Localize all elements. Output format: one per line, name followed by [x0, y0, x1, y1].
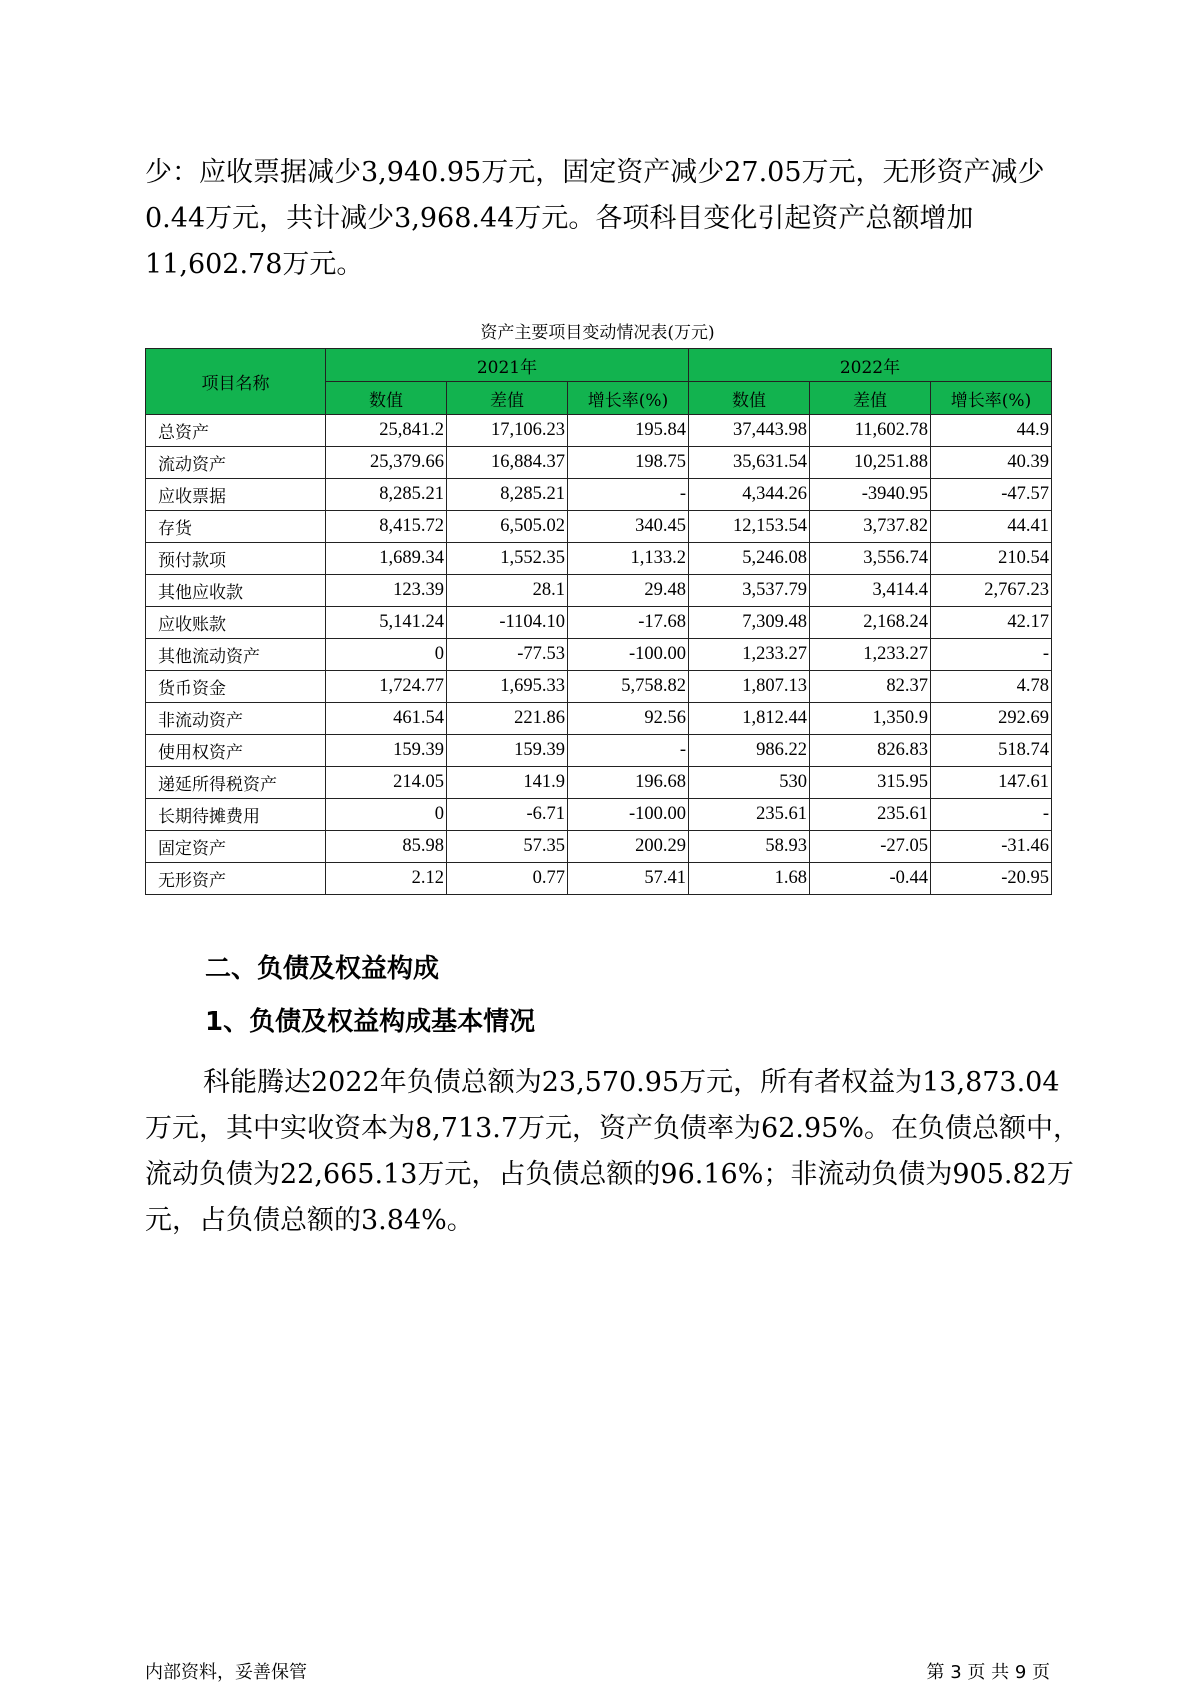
asset-change-table: [145, 348, 1052, 895]
row-item-name: 非流动资产: [146, 703, 326, 735]
cell-diff-2021: 6,505.02: [447, 511, 568, 543]
row-item-name: 应收账款: [146, 607, 326, 639]
table-row: [146, 575, 1052, 607]
cell-diff-2021: 8,285.21: [447, 479, 568, 511]
cell-value-2021: 25,841.2: [326, 415, 447, 447]
cell-value-2022: 235.61: [689, 799, 810, 831]
table-row: [146, 607, 1052, 639]
intro-line-2: 0.44万元，共计减少3,968.44万元。各项科目变化引起资产总额增加: [145, 203, 974, 234]
liability-line-1: 科能腾达2022年负债总额为23,570.95万元，所有者权益为13,873.04: [203, 1067, 1060, 1098]
intro-line-1: 少：应收票据减少3,940.95万元，固定资产减少27.05万元，无形资产减少: [145, 157, 1045, 188]
liability-line-2: 万元，其中实收资本为8,713.7万元，资产负债率为62.95%。在负债总额中，: [145, 1113, 1081, 1144]
cell-diff-2022: 3,737.82: [810, 511, 931, 543]
cell-diff-2022: 3,556.74: [810, 543, 931, 575]
cell-diff-2021: -77.53: [447, 639, 568, 671]
cell-diff-2022: 10,251.88: [810, 447, 931, 479]
cell-value-2021: 1,689.34: [326, 543, 447, 575]
cell-diff-2022: 2,168.24: [810, 607, 931, 639]
table-caption: 资产主要项目变动情况表(万元): [480, 323, 715, 343]
cell-growth-2021: -100.00: [568, 639, 689, 671]
cell-value-2021: 159.39: [326, 735, 447, 767]
cell-value-2021: 0: [326, 799, 447, 831]
cell-diff-2021: 159.39: [447, 735, 568, 767]
cell-diff-2022: 315.95: [810, 767, 931, 799]
cell-growth-2022: -31.46: [931, 831, 1052, 863]
liability-line-4: 元，占负债总额的3.84%。: [145, 1205, 474, 1236]
cell-diff-2022: 82.37: [810, 671, 931, 703]
cell-value-2022: 12,153.54: [689, 511, 810, 543]
cell-growth-2022: 44.9: [931, 415, 1052, 447]
cell-value-2021: 0: [326, 639, 447, 671]
header-growth-2022: 增长率(%): [931, 382, 1052, 415]
intro-line-3: 11,602.78万元。: [145, 249, 364, 280]
table-row: [146, 479, 1052, 511]
cell-value-2021: 25,379.66: [326, 447, 447, 479]
cell-growth-2021: -: [568, 735, 689, 767]
header-value-2021: 数值: [326, 382, 447, 415]
header-year-2021: 2021年: [326, 349, 689, 382]
table-row: [146, 831, 1052, 863]
cell-value-2022: 35,631.54: [689, 447, 810, 479]
cell-growth-2021: 5,758.82: [568, 671, 689, 703]
cell-diff-2021: 0.77: [447, 863, 568, 895]
cell-growth-2022: -47.57: [931, 479, 1052, 511]
liability-line-3: 流动负债为22,665.13万元，占负债总额的96.16%；非流动负债为905.82万: [145, 1159, 1074, 1190]
intro-paragraph: [145, 150, 1050, 288]
cell-value-2021: 123.39: [326, 575, 447, 607]
section-heading: 二、负债及权益构成: [205, 954, 440, 984]
cell-diff-2021: 221.86: [447, 703, 568, 735]
cell-value-2022: 530: [689, 767, 810, 799]
cell-diff-2021: 1,552.35: [447, 543, 568, 575]
header-year-2022: 2022年: [689, 349, 1052, 382]
subsection-heading: 1、负债及权益构成基本情况: [205, 1007, 536, 1037]
cell-growth-2021: 198.75: [568, 447, 689, 479]
cell-value-2022: 4,344.26: [689, 479, 810, 511]
cell-growth-2022: -: [931, 799, 1052, 831]
table-row: [146, 703, 1052, 735]
cell-growth-2022: 147.61: [931, 767, 1052, 799]
row-item-name: 无形资产: [146, 863, 326, 895]
cell-growth-2022: 210.54: [931, 543, 1052, 575]
cell-diff-2022: 235.61: [810, 799, 931, 831]
cell-diff-2021: 28.1: [447, 575, 568, 607]
cell-diff-2022: 826.83: [810, 735, 931, 767]
cell-diff-2021: 57.35: [447, 831, 568, 863]
cell-growth-2021: 1,133.2: [568, 543, 689, 575]
cell-value-2021: 8,415.72: [326, 511, 447, 543]
table-row: [146, 639, 1052, 671]
cell-value-2021: 85.98: [326, 831, 447, 863]
cell-value-2022: 58.93: [689, 831, 810, 863]
cell-growth-2021: 92.56: [568, 703, 689, 735]
cell-diff-2021: 1,695.33: [447, 671, 568, 703]
row-item-name: 使用权资产: [146, 735, 326, 767]
cell-value-2022: 1,812.44: [689, 703, 810, 735]
cell-growth-2021: 340.45: [568, 511, 689, 543]
cell-value-2021: 461.54: [326, 703, 447, 735]
table-row: [146, 863, 1052, 895]
row-item-name: 应收票据: [146, 479, 326, 511]
header-value-2022: 数值: [689, 382, 810, 415]
cell-value-2021: 8,285.21: [326, 479, 447, 511]
row-item-name: 预付款项: [146, 543, 326, 575]
cell-growth-2022: 518.74: [931, 735, 1052, 767]
cell-diff-2021: 141.9: [447, 767, 568, 799]
cell-diff-2021: -1104.10: [447, 607, 568, 639]
liability-paragraph: [145, 1060, 1081, 1244]
cell-diff-2022: -3940.95: [810, 479, 931, 511]
cell-growth-2022: 40.39: [931, 447, 1052, 479]
table-body: [146, 415, 1052, 895]
header-growth-2021: 增长率(%): [568, 382, 689, 415]
row-item-name: 其他流动资产: [146, 639, 326, 671]
cell-diff-2022: 11,602.78: [810, 415, 931, 447]
cell-value-2022: 1,233.27: [689, 639, 810, 671]
table-row: [146, 767, 1052, 799]
row-item-name: 存货: [146, 511, 326, 543]
cell-growth-2021: 57.41: [568, 863, 689, 895]
cell-growth-2021: -17.68: [568, 607, 689, 639]
cell-growth-2021: 200.29: [568, 831, 689, 863]
cell-diff-2021: 16,884.37: [447, 447, 568, 479]
cell-growth-2022: 2,767.23: [931, 575, 1052, 607]
row-item-name: 其他应收款: [146, 575, 326, 607]
cell-value-2021: 214.05: [326, 767, 447, 799]
cell-value-2022: 986.22: [689, 735, 810, 767]
header-diff-2022: 差值: [810, 382, 931, 415]
cell-growth-2022: -20.95: [931, 863, 1052, 895]
cell-growth-2021: -100.00: [568, 799, 689, 831]
cell-growth-2022: -: [931, 639, 1052, 671]
cell-diff-2022: -0.44: [810, 863, 931, 895]
cell-value-2022: 3,537.79: [689, 575, 810, 607]
footer-confidential-note: 内部资料，妥善保管: [145, 1662, 307, 1683]
cell-value-2022: 7,309.48: [689, 607, 810, 639]
cell-growth-2021: 195.84: [568, 415, 689, 447]
cell-value-2022: 37,443.98: [689, 415, 810, 447]
table-row: [146, 415, 1052, 447]
cell-diff-2022: 1,233.27: [810, 639, 931, 671]
table-row: [146, 543, 1052, 575]
cell-growth-2022: 4.78: [931, 671, 1052, 703]
cell-growth-2021: 196.68: [568, 767, 689, 799]
row-item-name: 长期待摊费用: [146, 799, 326, 831]
table-row: [146, 447, 1052, 479]
cell-value-2021: 1,724.77: [326, 671, 447, 703]
row-item-name: 递延所得税资产: [146, 767, 326, 799]
row-item-name: 总资产: [146, 415, 326, 447]
cell-diff-2022: 1,350.9: [810, 703, 931, 735]
table-row: [146, 671, 1052, 703]
cell-diff-2022: 3,414.4: [810, 575, 931, 607]
table-row: [146, 735, 1052, 767]
header-item-name: 项目名称: [146, 349, 326, 415]
cell-diff-2021: -6.71: [447, 799, 568, 831]
cell-growth-2021: 29.48: [568, 575, 689, 607]
cell-growth-2022: 44.41: [931, 511, 1052, 543]
row-item-name: 流动资产: [146, 447, 326, 479]
table-row: [146, 799, 1052, 831]
cell-value-2021: 2.12: [326, 863, 447, 895]
cell-value-2022: 1,807.13: [689, 671, 810, 703]
header-diff-2021: 差值: [447, 382, 568, 415]
row-item-name: 固定资产: [146, 831, 326, 863]
cell-value-2022: 1.68: [689, 863, 810, 895]
row-item-name: 货币资金: [146, 671, 326, 703]
cell-value-2021: 5,141.24: [326, 607, 447, 639]
footer-page-number: 第 3 页 共 9 页: [926, 1662, 1050, 1683]
cell-diff-2022: -27.05: [810, 831, 931, 863]
table-row: [146, 511, 1052, 543]
cell-growth-2022: 292.69: [931, 703, 1052, 735]
cell-value-2022: 5,246.08: [689, 543, 810, 575]
cell-growth-2021: -: [568, 479, 689, 511]
cell-growth-2022: 42.17: [931, 607, 1052, 639]
cell-diff-2021: 17,106.23: [447, 415, 568, 447]
